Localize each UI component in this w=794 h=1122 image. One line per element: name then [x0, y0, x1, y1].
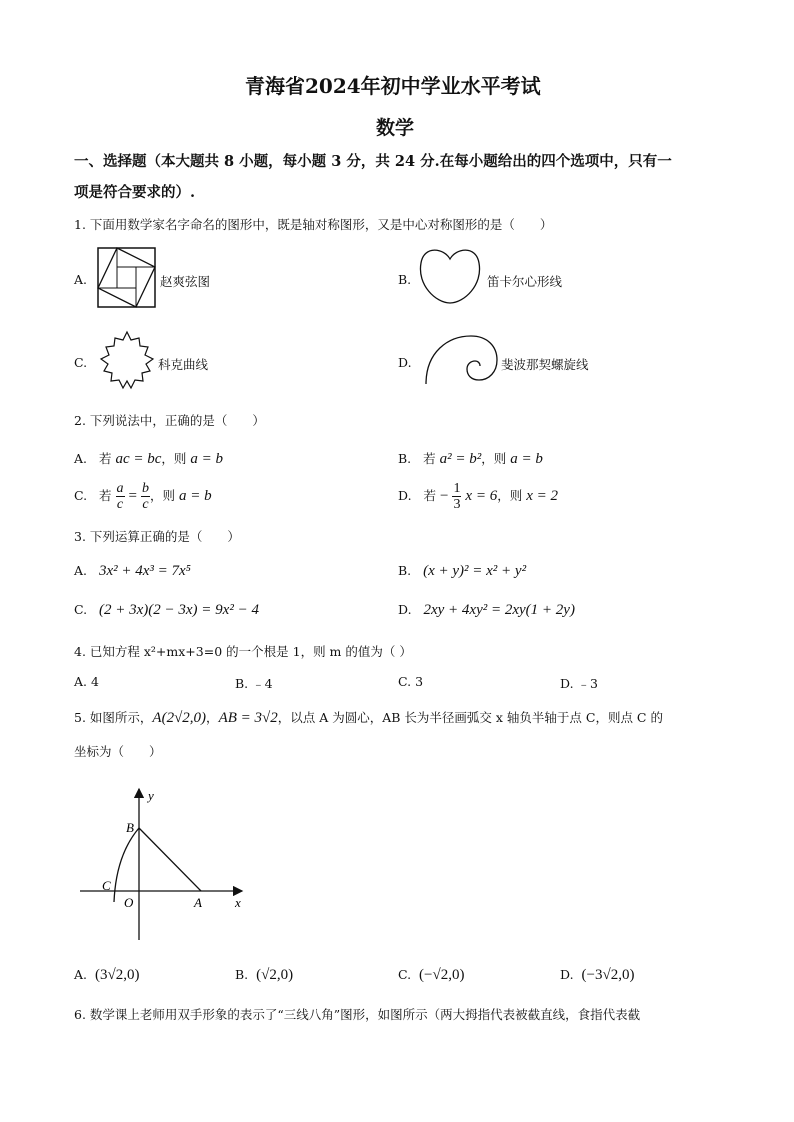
q3-stem: 3. 下列运算正确的是（ ） — [74, 529, 240, 544]
q2-a-pre: 若 — [98, 451, 112, 466]
fibonacci-spiral-icon — [423, 332, 499, 387]
q3-c-expr: (2 + 3x)(2 − 3x) = 9x² − 4 — [99, 602, 259, 618]
q3-a-expr: 3x² + 4x³ = 7x⁵ — [98, 563, 191, 579]
q3-option-c: C. (2 + 3x)(2 − 3x) = 9x² − 4 — [74, 602, 259, 618]
label-a: A — [194, 895, 202, 910]
q3-option-b: B. (x + y)² = x² + y² — [398, 563, 527, 579]
q1-option-a-letter: A. — [74, 272, 88, 287]
q2-option-a — [74, 449, 223, 468]
q4-option-a: A. 4 — [74, 674, 99, 689]
q2-option-d — [398, 481, 558, 512]
q6-stem: 6. 数学课上老师用双手形象的表示了“三线八角”图形，如图所示（两大拇指代表被截直线，食指代表截 — [74, 1007, 641, 1022]
q2-a-mid: ，则 — [161, 451, 187, 466]
label-y: y — [148, 788, 154, 803]
q2-b-result: a = b — [510, 451, 543, 467]
q4-stem: 4. 已知方程 x²+mx+3=0 的一个根是 1，则 m 的值为（ ） — [74, 644, 412, 659]
q2-b-mid: ，则 — [481, 451, 507, 466]
label-b: B — [126, 820, 134, 835]
segment-ab — [139, 828, 201, 891]
cardioid-curve-icon — [418, 245, 483, 307]
q5-b-value: (√2,0) — [256, 967, 294, 983]
q4-option-b: B. ﹣4 — [235, 676, 273, 691]
q5-point-a: A(2√2,0) — [152, 710, 207, 726]
subject-title: 数学 — [376, 117, 415, 139]
q2-option-b — [398, 449, 543, 468]
q5-c-value: (−√2,0) — [419, 967, 465, 983]
q2-c-pre: 若 — [99, 488, 112, 503]
label-c: C — [102, 878, 111, 893]
q2-d-sign: − — [439, 488, 449, 504]
q4-option-d: D. ﹣3 — [560, 676, 598, 691]
q2-a-letter: A. — [74, 451, 88, 466]
section-heading-line1: 一、选择题（本大题共 8 小题，每小题 3 分，共 24 分.在每小题给出的四个选项中，只有一 — [74, 153, 672, 170]
q2-d-tail: x = 6 — [465, 488, 498, 504]
section-heading-line2: 项是符合要求的）. — [74, 184, 196, 201]
q2-option-c: C. 若 $\frac{a}{c}$ = $\frac{b}{c}$ ，则 a = b — [74, 481, 212, 512]
q3-d-expr: 2xy + 4xy² = 2xy(1 + 2y) — [423, 602, 575, 618]
q1-option-c-caption: 科克曲线 — [158, 357, 209, 372]
q5-stem-line1: 5. 如图所示，A(2√2,0)，AB = 3√2，以点 A 为圆心，AB 长为半径画弧交 x 轴负半轴于点 C，则点 C 的 — [74, 710, 663, 726]
q2-c-fraction-left: $\frac{a}{c}$ — [116, 481, 124, 512]
q2-b-letter: B. — [398, 451, 412, 466]
q1-option-d-caption: 斐波那契螺旋线 — [501, 357, 589, 372]
q5-ab-length: AB = 3√2 — [218, 710, 278, 726]
q1-option-a-caption: 赵爽弦图 — [160, 274, 211, 289]
q5-option-c: C. (−√2,0) — [398, 967, 465, 983]
q2-d-result: x = 2 — [526, 488, 558, 504]
q5-option-a: A. (3√2,0) — [74, 967, 140, 983]
q2-a-expr: ac = bc — [115, 451, 162, 467]
q5-stem-line2: 坐标为（ ） — [74, 744, 162, 759]
q5-d-value: (−3√2,0) — [581, 967, 635, 983]
q2-b-pre: 若 — [423, 451, 436, 466]
q2-a-result: a = b — [190, 451, 223, 467]
zhao-shuang-diagram-icon — [97, 247, 157, 309]
q2-c-result: a = b — [178, 488, 212, 504]
q4-option-c: C. 3 — [398, 674, 424, 689]
q2-c-mid: ，则 — [149, 488, 175, 503]
q2-d-mid: ，则 — [497, 488, 523, 503]
q2-c-fraction-right: $\frac{b}{c}$ — [141, 481, 149, 512]
q3-b-expr: (x + y)² = x² + y² — [423, 563, 527, 579]
q5-a-value: (3√2,0) — [94, 967, 140, 983]
q1-option-b-caption: 笛卡尔心形线 — [487, 274, 563, 289]
label-x: x — [235, 895, 241, 910]
q3-option-a: A. 3x² + 4x³ = 7x⁵ — [74, 563, 191, 579]
q2-stem: 2. 下列说法中，正确的是（ ） — [74, 413, 265, 428]
q2-d-letter: D. — [398, 488, 412, 503]
q1-stem: 1. 下面用数学家名字命名的图形中，既是轴对称图形，又是中心对称图形的是（ ） — [74, 217, 553, 232]
koch-snowflake-icon — [96, 330, 158, 390]
q1-option-c-letter: C. — [74, 355, 88, 370]
q5-option-d: D. (−3√2,0) — [560, 967, 635, 983]
q2-b-expr: a² = b² — [439, 451, 482, 467]
page-title: 青海省2024年初中学业水平考试 — [245, 74, 541, 98]
q1-option-d-letter: D. — [398, 355, 412, 370]
label-o: O — [124, 895, 134, 910]
q5-coordinate-figure — [80, 785, 250, 945]
q2-d-fraction: $\frac{1}{3}$ — [453, 481, 461, 512]
q2-d-pre: 若 — [423, 488, 436, 503]
q5-option-b: B. (√2,0) — [235, 967, 294, 983]
q1-option-b-letter: B. — [398, 272, 412, 287]
q3-option-d: D. 2xy + 4xy² = 2xy(1 + 2y) — [398, 602, 575, 618]
q2-c-letter: C. — [74, 488, 88, 503]
